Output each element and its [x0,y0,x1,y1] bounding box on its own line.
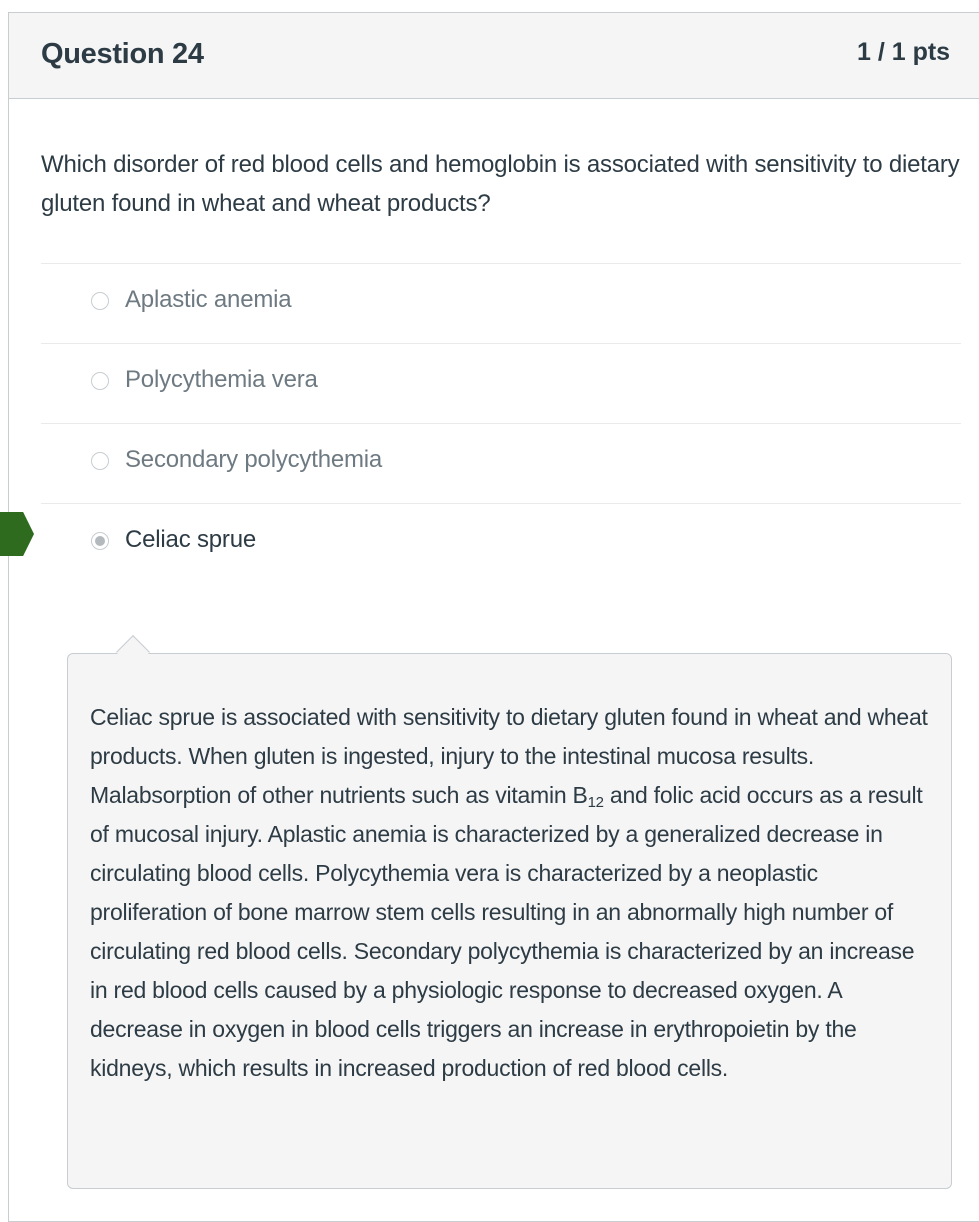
answer-list [41,263,961,583]
question-card [8,12,979,1222]
answer-label: Secondary polycythemia [125,446,383,473]
answer-option-secondary-polycythemia[interactable] [41,423,961,503]
answer-option-aplastic-anemia[interactable] [41,263,961,343]
radio-button[interactable] [91,292,109,310]
answer-label: Polycythemia vera [125,366,318,393]
question-text: Which disorder of red blood cells and hemoglobin is associated with sensitivity to dietary gluten found in wheat and wheat products? [41,151,960,217]
question-header [9,13,979,99]
radio-button[interactable] [91,452,109,470]
answer-option-celiac-sprue[interactable] [41,503,961,583]
radio-button[interactable] [91,372,109,390]
feedback-text-part: and folic acid occurs as a result of mucosal injury. Aplastic anemia is characterized by a generalized decrease in circulating blood cells. Polycythemia vera is characterized by a neoplastic proliferation of bone marrow stem cells resulting in an abnormally high number of circulating red blood cells. Secondary polycythemia is characterized by an increase in red blood cells caused by a physiologic response to decreased oxygen. A decrease in oxygen in blood cells triggers an increase in erythropoietin by the kidneys, which results in increased production of red blood cells. [90,782,923,1081]
answer-feedback-box [67,653,952,1189]
question-title: Question 24 [41,38,204,70]
radio-button-selected[interactable] [91,532,109,550]
answer-label: Aplastic anemia [125,286,292,313]
feedback-text-part: Celiac sprue is associated with sensitivity to dietary gluten found in wheat and wheat products. When gluten is ingested, injury to the intestinal mucosa results. Malabsorption of other nutrients such as vitamin B [90,704,928,808]
answer-option-polycythemia-vera[interactable] [41,343,961,423]
answer-label: Celiac sprue [125,526,256,553]
feedback-subscript: 12 [587,794,604,811]
question-points: 1 / 1 pts [857,38,951,66]
feedback-text [90,698,935,1088]
